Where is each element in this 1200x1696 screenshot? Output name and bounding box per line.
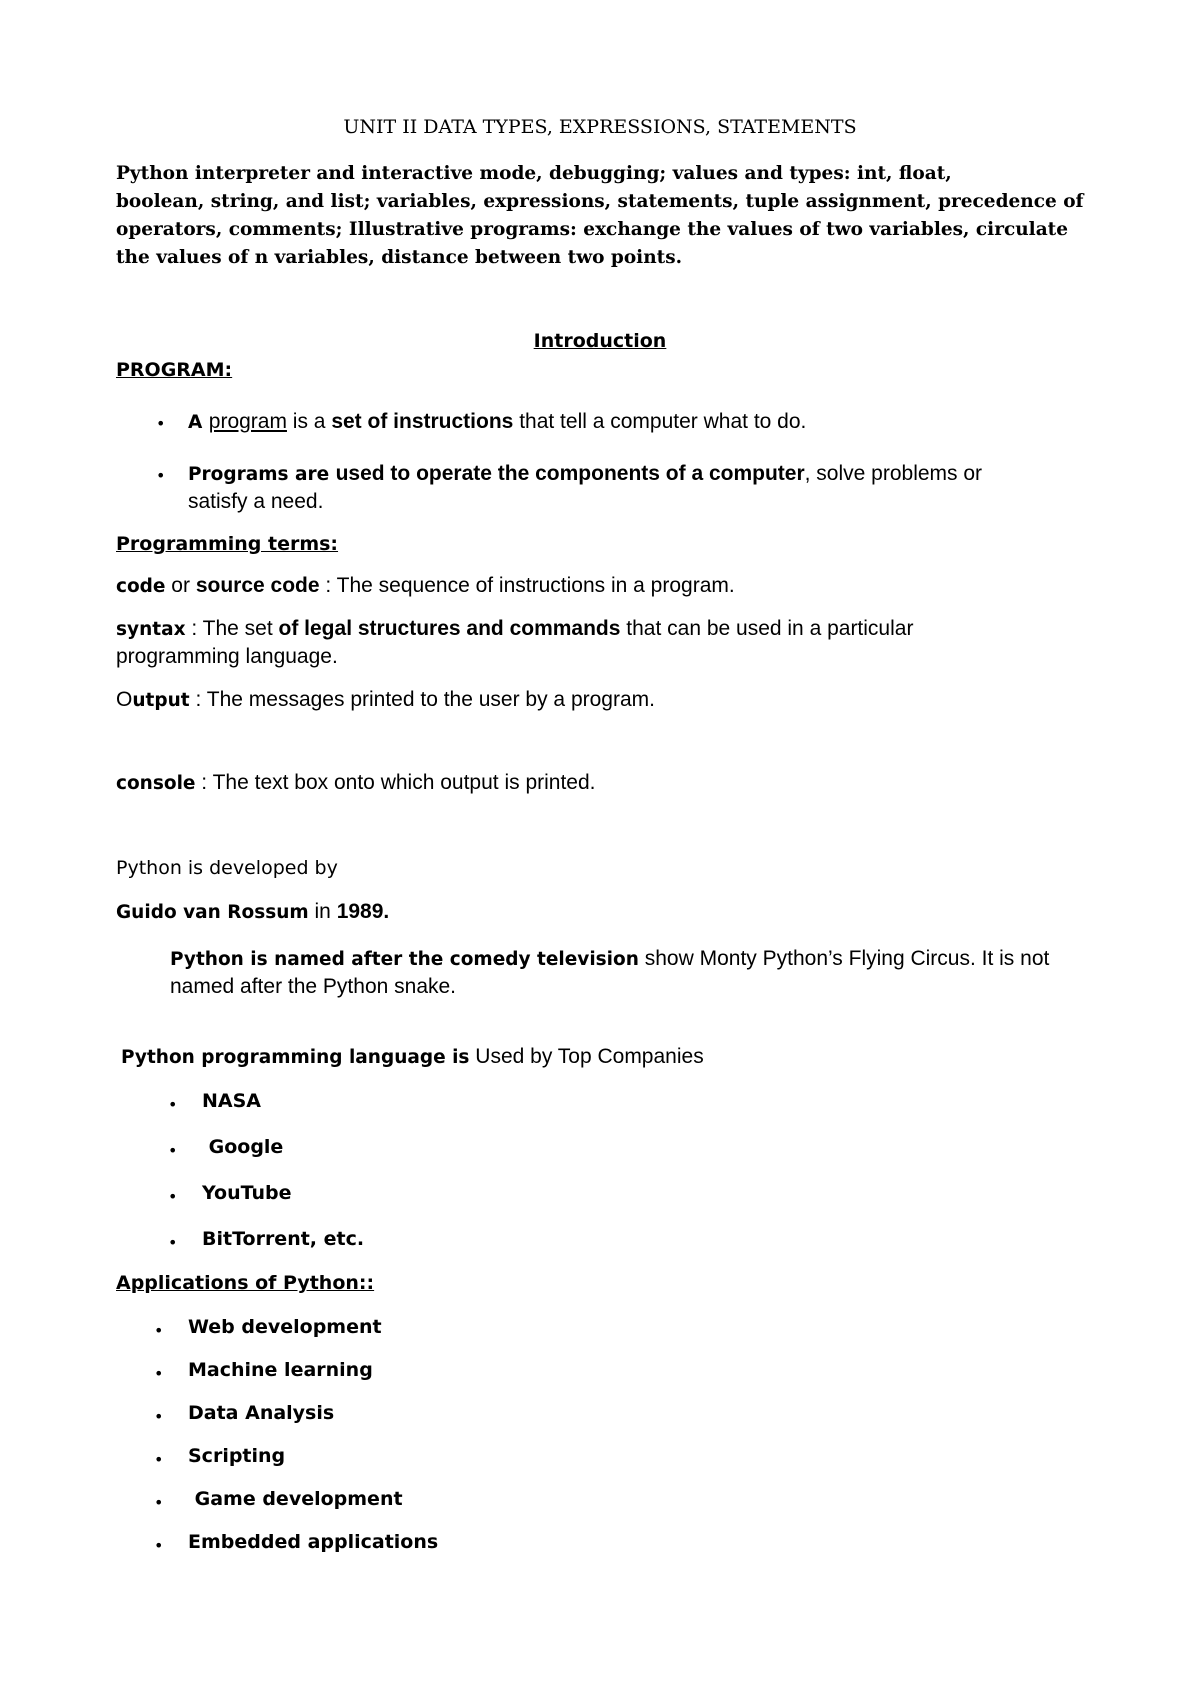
program-bullet-1-lead: A — [188, 412, 209, 433]
bullet-icon: • — [154, 1364, 164, 1383]
application-item: Web development — [188, 1316, 382, 1338]
bullet-icon: • — [156, 466, 166, 485]
named-after-line — [170, 945, 1049, 974]
syllabus-line-2: boolean, string, and list; variables, expressions, statements, tuple assignment, precedence of — [116, 191, 1084, 212]
companies-lead: Python programming language is — [121, 1047, 470, 1068]
program-heading: PROGRAM: — [116, 359, 233, 381]
program-bullet-2-rest: , solve problems or — [804, 462, 983, 485]
application-item: Machine learning — [188, 1359, 373, 1381]
bullet-icon: • — [168, 1233, 178, 1252]
term-output — [116, 686, 655, 715]
company-item-google: Google — [202, 1136, 284, 1158]
term-syntax-bold: of legal structures and commands — [278, 617, 621, 640]
named-after-bold: Python is named after the comedy television — [170, 949, 639, 970]
term-code-label: code — [116, 576, 166, 597]
term-code-or: or — [165, 574, 196, 597]
term-code — [116, 572, 735, 601]
bullet-icon: • — [168, 1187, 178, 1206]
program-bullet-1-mid: is a — [286, 410, 332, 433]
bullet-icon: • — [154, 1321, 164, 1340]
bullet-icon: • — [168, 1095, 178, 1114]
program-bullet-1 — [188, 408, 806, 437]
term-syntax-pre: : The set — [185, 617, 279, 640]
term-code-def: : The sequence of instructions in a program. — [319, 574, 735, 597]
bullet-icon: • — [154, 1536, 164, 1555]
program-link[interactable]: program — [208, 410, 287, 433]
bullet-icon: • — [168, 1141, 178, 1160]
named-after-rest: show Monty Python’s Flying Circus. It is not — [638, 947, 1050, 970]
term-syntax-def: that can be used in a particular — [620, 617, 914, 640]
application-item: Game development — [188, 1488, 403, 1510]
program-bullet-2-lead: Programs are — [188, 464, 336, 485]
bullet-icon: • — [154, 1450, 164, 1469]
term-output-def: : The messages printed to the user by a program. — [189, 688, 655, 711]
company-item-bittorrent: BitTorrent, etc. — [202, 1228, 365, 1250]
syllabus-line-3: operators, comments; Illustrative programs: exchange the values of two variables, circulate — [116, 219, 1069, 240]
bullet-icon: • — [156, 414, 166, 433]
program-bullet-2-cont: satisfy a need. — [188, 490, 324, 513]
term-source-code-label: source code — [195, 574, 320, 597]
term-output-label: utput — [132, 690, 190, 711]
company-item-youtube: YouTube — [202, 1182, 292, 1204]
program-bullet-1-bold: set of instructions — [331, 410, 514, 433]
application-item: Embedded applications — [188, 1531, 439, 1553]
term-console-def: : The text box onto which output is printed. — [195, 771, 596, 794]
term-syntax-label: syntax — [116, 619, 186, 640]
application-item: Data Analysis — [188, 1402, 335, 1424]
term-syntax-cont: programming language. — [116, 645, 338, 668]
bullet-icon: • — [154, 1493, 164, 1512]
program-bullet-2 — [188, 460, 982, 489]
author-in: in — [308, 900, 337, 923]
syllabus-line-4: the values of n variables, distance between two points. — [116, 247, 683, 268]
named-after-cont: named after the Python snake. — [170, 975, 457, 998]
applications-heading: Applications of Python:: — [116, 1272, 375, 1294]
companies-rest: Used by Top Companies — [469, 1045, 704, 1068]
syllabus-line-1: Python interpreter and interactive mode, debugging; values and types: int, float, — [116, 163, 952, 184]
term-output-lead: O — [116, 688, 133, 711]
program-bullet-1-rest: that tell a computer what to do. — [513, 410, 807, 433]
bullet-icon: • — [154, 1407, 164, 1426]
author-year: 1989. — [336, 900, 390, 923]
author-name: Guido van Rossum — [116, 902, 309, 923]
page-title: UNIT II DATA TYPES, EXPRESSIONS, STATEMENTS — [343, 116, 857, 138]
programming-terms-heading: Programming terms: — [116, 533, 339, 555]
application-item: Scripting — [188, 1445, 286, 1467]
term-console — [116, 769, 595, 798]
term-console-label: console — [116, 773, 196, 794]
companies-line — [121, 1043, 704, 1072]
program-bullet-2-bold: used to operate the components of a computer — [335, 462, 805, 485]
company-item-nasa: NASA — [202, 1090, 261, 1112]
author-line — [116, 898, 389, 927]
developed-by-text: Python is developed by — [116, 857, 338, 879]
introduction-heading: Introduction — [533, 330, 667, 352]
term-syntax — [116, 615, 913, 644]
